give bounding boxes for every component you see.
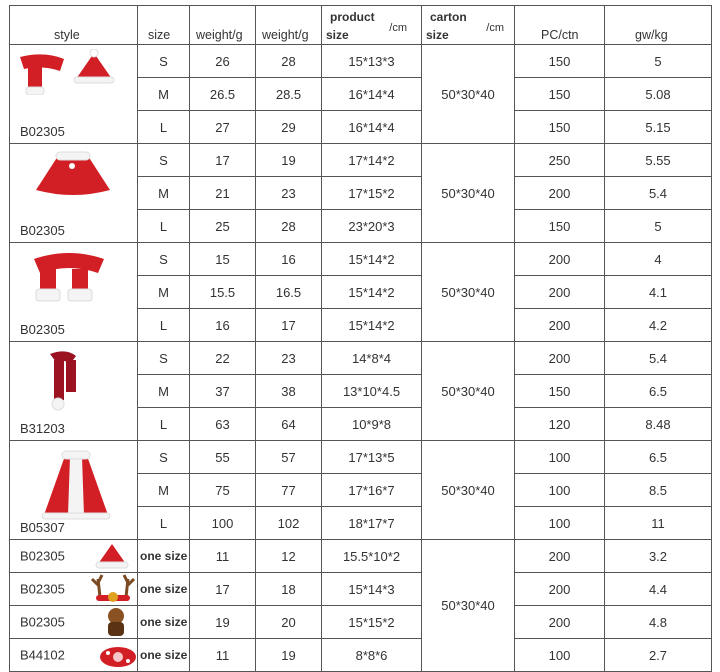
gw-cell: 2.7 [605, 639, 712, 672]
gw-cell: 4 [605, 243, 712, 276]
size-cell: S [138, 144, 190, 177]
gw-cell: 5.15 [605, 111, 712, 144]
header-weight-1: weight/g [190, 6, 256, 45]
weight-1-cell: 25 [190, 210, 256, 243]
weight-2-cell: 20 [256, 606, 322, 639]
style-cell [10, 639, 138, 672]
weight-1-cell: 16 [190, 309, 256, 342]
gw-cell: 8.5 [605, 474, 712, 507]
size-cell: L [138, 111, 190, 144]
table-row [10, 639, 712, 672]
pc-ctn-cell: 200 [515, 309, 605, 342]
product-size-cell: 17*16*7 [322, 474, 422, 507]
header-weight-2: weight/g [256, 6, 322, 45]
weight-1-cell: 55 [190, 441, 256, 474]
carton-size-cell: 50*30*40 [422, 540, 515, 672]
pc-ctn-cell: 100 [515, 507, 605, 540]
gw-cell: 5 [605, 210, 712, 243]
product-size-cell: 15*14*2 [322, 276, 422, 309]
weight-2-cell: 102 [256, 507, 322, 540]
gw-cell: 5.08 [605, 78, 712, 111]
gw-cell: 6.5 [605, 441, 712, 474]
weight-2-cell: 77 [256, 474, 322, 507]
product-size-cell: 15*14*3 [322, 573, 422, 606]
weight-1-cell: 15.5 [190, 276, 256, 309]
header-row [10, 6, 712, 45]
product-size-cell: 15*13*3 [322, 45, 422, 78]
product-size-cell: 17*14*2 [322, 144, 422, 177]
gw-cell: 5 [605, 45, 712, 78]
weight-2-cell: 57 [256, 441, 322, 474]
table-row [10, 606, 712, 639]
weight-1-cell: 17 [190, 144, 256, 177]
weight-1-cell: 75 [190, 474, 256, 507]
header-style: style [10, 6, 138, 45]
product-size-cell: 13*10*4.5 [322, 375, 422, 408]
pc-ctn-cell: 150 [515, 78, 605, 111]
pc-ctn-cell: 150 [515, 375, 605, 408]
weight-2-cell: 23 [256, 342, 322, 375]
product-size-cell: 18*17*7 [322, 507, 422, 540]
product-size-cell: 15.5*10*2 [322, 540, 422, 573]
size-cell: M [138, 78, 190, 111]
weight-1-cell: 19 [190, 606, 256, 639]
weight-1-cell: 21 [190, 177, 256, 210]
size-cell: one size [138, 573, 190, 606]
pc-ctn-cell: 100 [515, 639, 605, 672]
product-size-cell: 17*15*2 [322, 177, 422, 210]
product-size-cell: 14*8*4 [322, 342, 422, 375]
weight-2-cell: 28 [256, 210, 322, 243]
header-pc-ctn: PC/ctn [515, 6, 605, 45]
gw-cell: 8.48 [605, 408, 712, 441]
table-row [10, 45, 712, 78]
size-cell: S [138, 45, 190, 78]
weight-2-cell: 64 [256, 408, 322, 441]
weight-1-cell: 17 [190, 573, 256, 606]
table-row [10, 573, 712, 606]
style-code: B02305 [20, 614, 65, 630]
header-gw: gw/kg [605, 6, 712, 45]
gw-cell: 4.2 [605, 309, 712, 342]
header-size: size [138, 6, 190, 45]
style-cell [10, 342, 138, 441]
pc-ctn-cell: 100 [515, 474, 605, 507]
gw-cell: 11 [605, 507, 712, 540]
header-carton-size: carton size /cm [422, 6, 515, 45]
weight-2-cell: 17 [256, 309, 322, 342]
weight-2-cell: 29 [256, 111, 322, 144]
gw-cell: 4.8 [605, 606, 712, 639]
gw-cell: 6.5 [605, 375, 712, 408]
pc-ctn-cell: 120 [515, 408, 605, 441]
table-row [10, 342, 712, 375]
size-cell: L [138, 507, 190, 540]
size-cell: M [138, 474, 190, 507]
pc-ctn-cell: 150 [515, 45, 605, 78]
style-cell [10, 243, 138, 342]
product-size-cell: 23*20*3 [322, 210, 422, 243]
size-cell: S [138, 243, 190, 276]
size-cell: one size [138, 540, 190, 573]
weight-1-cell: 26 [190, 45, 256, 78]
weight-2-cell: 18 [256, 573, 322, 606]
product-size-cell: 8*8*6 [322, 639, 422, 672]
size-cell: L [138, 408, 190, 441]
pc-ctn-cell: 200 [515, 606, 605, 639]
product-size-cell: 16*14*4 [322, 78, 422, 111]
weight-2-cell: 19 [256, 639, 322, 672]
size-cell: M [138, 375, 190, 408]
weight-1-cell: 26.5 [190, 78, 256, 111]
weight-1-cell: 22 [190, 342, 256, 375]
table-row [10, 540, 712, 573]
weight-1-cell: 27 [190, 111, 256, 144]
style-code: B02305 [20, 223, 65, 238]
weight-1-cell: 15 [190, 243, 256, 276]
pc-ctn-cell: 150 [515, 210, 605, 243]
carton-size-cell: 50*30*40 [422, 441, 515, 540]
gw-cell: 4.1 [605, 276, 712, 309]
pc-ctn-cell: 200 [515, 243, 605, 276]
style-cell [10, 540, 138, 573]
weight-1-cell: 11 [190, 540, 256, 573]
style-cell [10, 441, 138, 540]
pc-ctn-cell: 150 [515, 111, 605, 144]
product-size-cell: 10*9*8 [322, 408, 422, 441]
weight-2-cell: 16.5 [256, 276, 322, 309]
gw-cell: 4.4 [605, 573, 712, 606]
carton-size-cell: 50*30*40 [422, 45, 515, 144]
pc-ctn-cell: 200 [515, 342, 605, 375]
size-cell: M [138, 276, 190, 309]
weight-1-cell: 37 [190, 375, 256, 408]
pc-ctn-cell: 200 [515, 276, 605, 309]
pc-ctn-cell: 200 [515, 540, 605, 573]
style-code: B05307 [20, 520, 65, 535]
weight-2-cell: 38 [256, 375, 322, 408]
carton-size-cell: 50*30*40 [422, 342, 515, 441]
size-cell: S [138, 342, 190, 375]
style-code: B31203 [20, 421, 65, 436]
pc-ctn-cell: 200 [515, 573, 605, 606]
style-code: B02305 [20, 581, 65, 597]
header-product-size: product size /cm [322, 6, 422, 45]
size-cell: L [138, 309, 190, 342]
gw-cell: 5.4 [605, 342, 712, 375]
weight-1-cell: 100 [190, 507, 256, 540]
table-row [10, 243, 712, 276]
pc-ctn-cell: 250 [515, 144, 605, 177]
pc-ctn-cell: 200 [515, 177, 605, 210]
weight-2-cell: 28.5 [256, 78, 322, 111]
spec-table [9, 5, 712, 672]
style-code: B44102 [20, 647, 65, 663]
weight-2-cell: 19 [256, 144, 322, 177]
style-cell [10, 45, 138, 144]
weight-2-cell: 16 [256, 243, 322, 276]
product-size-cell: 17*13*5 [322, 441, 422, 474]
style-code: B02305 [20, 548, 65, 564]
style-cell [10, 144, 138, 243]
size-cell: M [138, 177, 190, 210]
gw-cell: 3.2 [605, 540, 712, 573]
size-cell: L [138, 210, 190, 243]
weight-2-cell: 12 [256, 540, 322, 573]
gw-cell: 5.55 [605, 144, 712, 177]
product-size-cell: 16*14*4 [322, 111, 422, 144]
product-size-cell: 15*14*2 [322, 309, 422, 342]
carton-size-cell: 50*30*40 [422, 243, 515, 342]
weight-1-cell: 11 [190, 639, 256, 672]
weight-2-cell: 23 [256, 177, 322, 210]
product-size-cell: 15*14*2 [322, 243, 422, 276]
style-code: B02305 [20, 322, 65, 337]
style-cell [10, 573, 138, 606]
table-row [10, 144, 712, 177]
style-code: B02305 [20, 124, 65, 139]
size-cell: one size [138, 639, 190, 672]
size-cell: S [138, 441, 190, 474]
product-size-cell: 15*15*2 [322, 606, 422, 639]
pc-ctn-cell: 100 [515, 441, 605, 474]
style-cell [10, 606, 138, 639]
size-cell: one size [138, 606, 190, 639]
gw-cell: 5.4 [605, 177, 712, 210]
weight-2-cell: 28 [256, 45, 322, 78]
weight-1-cell: 63 [190, 408, 256, 441]
table-row [10, 441, 712, 474]
carton-size-cell: 50*30*40 [422, 144, 515, 243]
